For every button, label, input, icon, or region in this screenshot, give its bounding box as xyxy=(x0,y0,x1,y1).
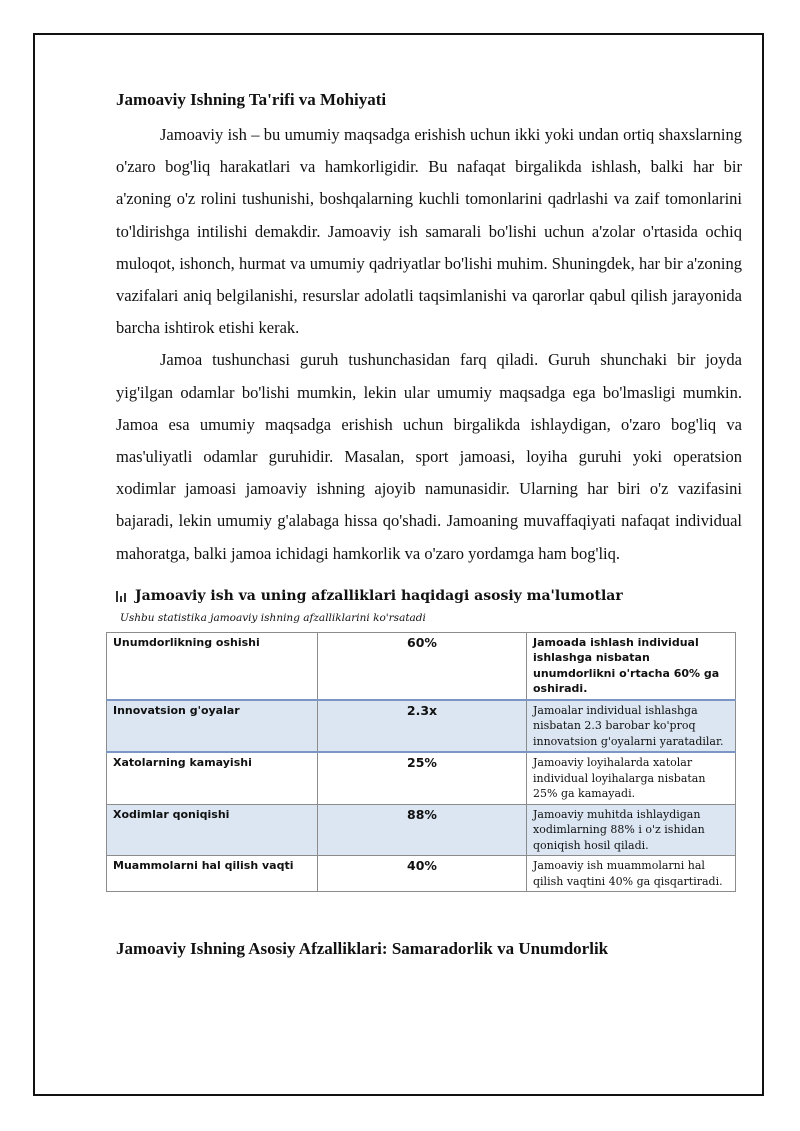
document-content xyxy=(113,86,742,960)
stats-table xyxy=(106,632,736,893)
stat-description: Jamoaviy muhitda ishlaydigan xodimlarning 88% i o'z ishidan qoniqish hosil qiladi. xyxy=(527,804,736,856)
stat-description: Jamoaviy ish muammolarni hal qilish vaqtini 40% ga qisqartiradi. xyxy=(527,856,736,892)
stat-label: Xodimlar qoniqishi xyxy=(107,804,318,856)
stat-value: 2.3x xyxy=(318,700,527,753)
stat-description: Jamoada ishlash individual ishlashga nisbatan unumdorlikni o'rtacha 60% ga oshiradi. xyxy=(527,632,736,700)
stat-description: Jamoaviy loyihalarda xatolar individual loyihalarga nisbatan 25% ga kamayadi. xyxy=(527,752,736,804)
section-title: Jamoaviy Ishning Asosiy Afzalliklari: Samaradorlik va Unumdorlik xyxy=(116,939,609,959)
stat-label: Unumdorlikning oshishi xyxy=(107,632,318,700)
stat-value: 88% xyxy=(318,804,527,856)
stat-label: Xatolarning kamayishi xyxy=(107,752,318,804)
paragraph: Jamoaviy ish – bu umumiy maqsadga erishish uchun ikki yoki undan ortiq shaxslarning o'zaro bog'liq harakatlari va hamkorligidir. Bu nafaqat birgalikda ishlash, balki har bir a'zoning o'z rolini tushunishi, boshqalarning kuchli tomonlarini qadrlashi va zaif tomonlarini to'ldirishga intilishi demakdir. Jamoaviy ish samarali bo'lishi uchun a'zolar o'rtasida ochiq muloqot, ishonch, hurmat va umumiy qadriyatlar bo'lishi muhim. Shuningdek, har bir a'zoning vazifalari aniq belgilanishi, resurslar adolatli taqsimlanishi va qarorlar qabul qilish jarayonida barcha ishtirok etishi kerak. xyxy=(116,125,742,338)
table-row xyxy=(107,752,736,804)
stats-subtitle: Ushbu statistika jamoaviy ishning afzalliklarini ko'rsatadi xyxy=(120,611,426,624)
bar-chart-icon xyxy=(116,590,128,602)
table-row xyxy=(107,700,736,753)
stat-description: Jamoalar individual ishlashga nisbatan 2.3 barobar ko'proq innovatsion g'oyalarni yaratadilar. xyxy=(527,700,736,753)
stat-value: 60% xyxy=(318,632,527,700)
stat-value: 25% xyxy=(318,752,527,804)
paragraph: Jamoa tushunchasi guruh tushunchasidan farq qiladi. Guruh shunchaki bir joyda yig'ilgan odamlar bo'lishi mumkin, lekin ular umumiy maqsadga ega bo'lmasligi mumkin. Jamoa esa umumiy maqsadga erishish uchun birgalikda ishlaydigan, o'zaro bog'liq va mas'uliyatli odamlar guruhidir. Masalan, sport jamoasi, loyiha guruhi yoki operatsion xodimlar jamoasi jamoaviy ishning ajoyib namunasidir. Ularning har biri o'z vazifasini bajaradi, lekin umumiy g'alabaga hissa qo'shadi. Jamoaning muvaffaqiyati nafaqat individual mahoratga, balki jamoa ichidagi hamkorlik va o'zaro yordamga ham bog'liq. xyxy=(116,350,742,563)
section-title: Jamoaviy Ishning Ta'rifi va Mohiyati xyxy=(116,90,387,109)
table-row xyxy=(107,632,736,700)
table-row xyxy=(107,856,736,892)
stats-heading xyxy=(116,586,742,606)
stat-label: Innovatsion g'oyalar xyxy=(107,700,318,753)
table-row xyxy=(107,804,736,856)
stats-title: Jamoaviy ish va uning afzalliklari haqidagi asosiy ma'lumotlar xyxy=(135,587,623,604)
stat-value: 40% xyxy=(318,856,527,892)
stat-label: Muammolarni hal qilish vaqti xyxy=(107,856,318,892)
